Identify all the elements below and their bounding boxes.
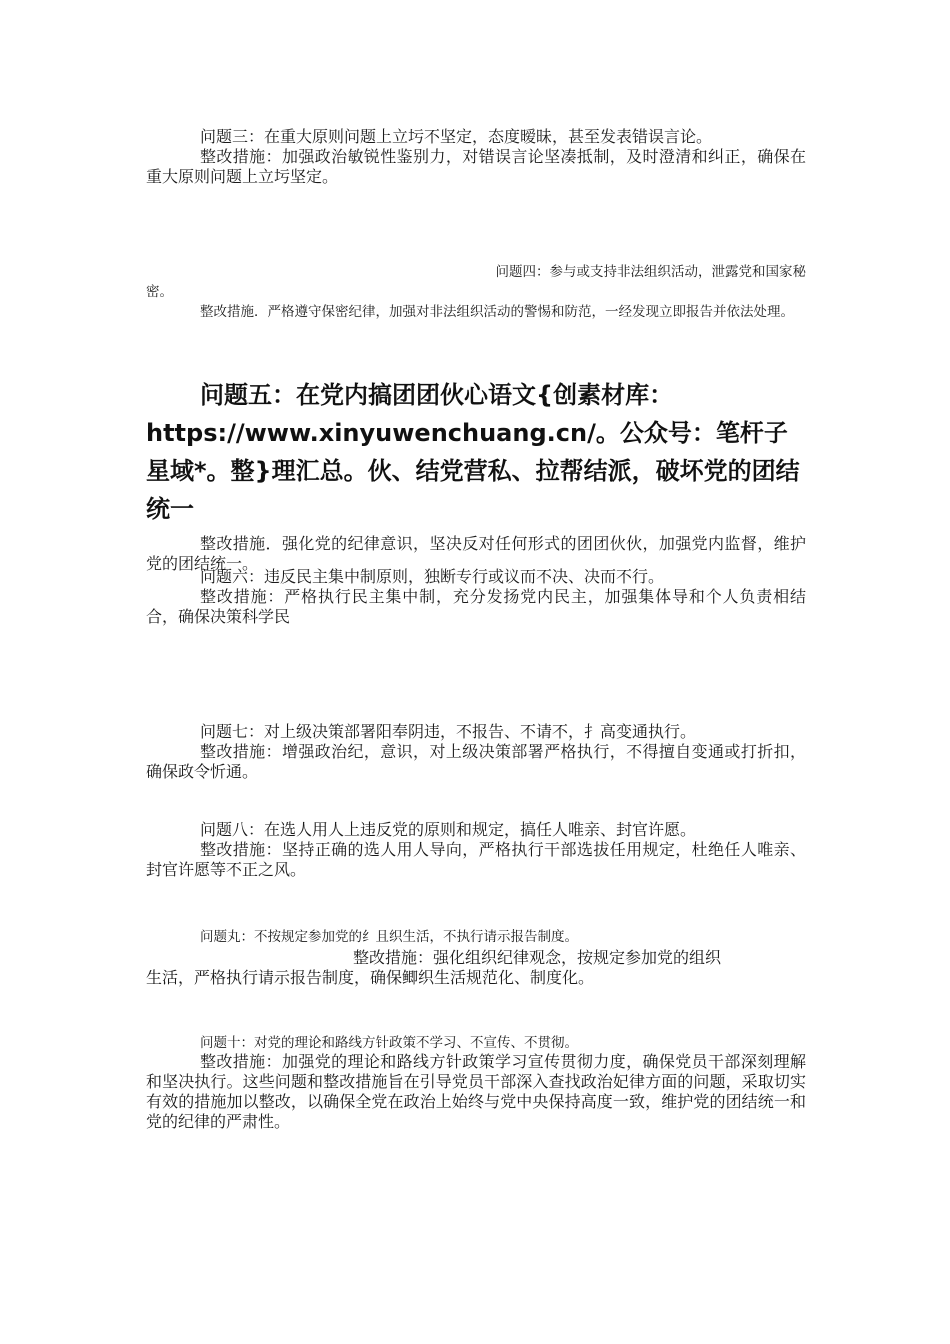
measure-7: 整改措施：增强政治纪，意识，对上级决策部署严格执行，不得擅自变通或打折扣，确保政令忻通。 — [146, 742, 806, 781]
problem-4-line1: 问题四：参与或支持非法组织活动，泄露党和国家秘 — [495, 264, 806, 280]
measure-10: 整改措施：加强党的理论和路线方针政策学习宣传贯彻力度，确保党员干部深刻理解和坚决执行。这些问题和整改措施旨在引导党员干部深入查找政治妃律方面的问题，采取切实有效的措施加以整改，以确保全党在政治上始终与党中央保持高度一致，维护党的团结统一和党的纪律的严肃性。 — [146, 1052, 806, 1131]
measure-5: 整改措施．强化党的纪律意识，坚决反对任何形式的团团伙伙，加强党内监督，维护党的团结统一。 — [146, 534, 806, 573]
problem-5: 问题五：在党内搞团团伙心语文{创素材库：https://www.xinyuwenchuang.cn/。公众号：笔杆子星域*。整}理汇总。伙、结党营私、拉帮结派，破坏党的团结统一 — [146, 381, 800, 523]
section-q7 — [146, 722, 806, 782]
measure-3: 整改措施：加强政治敏锐性鉴别力，对错误言论坚凑抵制，及时澄清和纠正，确保在重大原则问题上立圬坚定。 — [146, 147, 806, 186]
measure-9-line1: 整改措施：强化组织纪律观念，按规定参加党的组织 — [353, 948, 722, 967]
section-q8 — [146, 820, 806, 880]
problem-8: 问题八：在选人用人上违反党的原则和规定，搞任人唯亲、封官许愿。 — [200, 820, 697, 839]
problem-3: 问题三：在重大原则问题上立圬不坚定，态度暧昧，甚至发表错误言论。 — [200, 127, 713, 146]
section-q10 — [146, 1034, 806, 1132]
problem-9: 问题丸：不按规定参加党的纟且织生活，不执行请示报告制度。 — [200, 929, 578, 945]
measure-6: 整改措施：严格执行民主集中制，充分发扬党内民主，加强集体导和个人负责相结合，确保决策科学民 — [146, 587, 806, 626]
measure-4: 整改措施．严格遵守保密纪律，加强对非法组织活动的警惕和防范，一经发现立即报告并依法处理。 — [200, 304, 794, 320]
measure-8: 整改措施：坚持正确的选人用人导向，严格执行干部选拔任用规定，杜绝任人唯亲、封官许愿等不正之风。 — [146, 840, 806, 879]
section-q6 — [146, 567, 806, 627]
measure-9-line2: 生活，严格执行请示报告制度，确保鲫织生活规范化、制度化。 — [146, 968, 595, 987]
section-q3 — [146, 127, 806, 187]
problem-10: 问题十：对党的理论和路线方针政策不学习、不宣传、不贯彻。 — [200, 1035, 578, 1051]
problem-7: 问题七：对上级决策部署阳奉阴违，不报告、不请不，扌高变通执行。 — [200, 722, 697, 741]
section-q9 — [146, 928, 806, 988]
section-q5 — [146, 376, 806, 574]
problem-6: 问题六：违反民主集中制原则，独断专行或议而不决、决而不行。 — [200, 567, 665, 586]
problem-4-line2: 密。 — [146, 284, 173, 300]
section-q4 — [146, 263, 806, 321]
